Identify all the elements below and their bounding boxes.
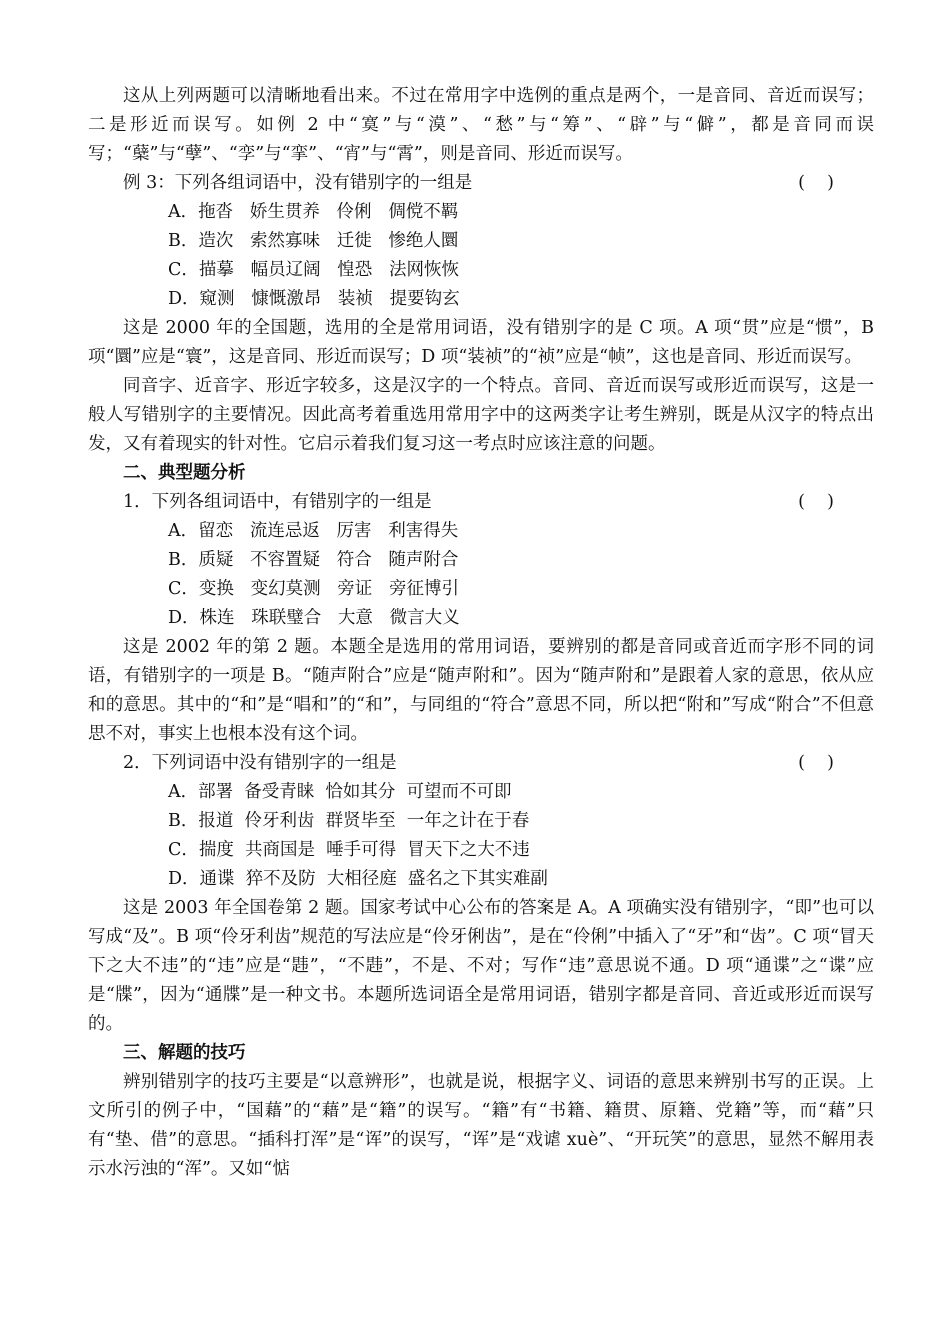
option-a: A．留恋 流连忌返 厉害 利害得失 bbox=[168, 521, 459, 541]
option-c: C．变换 变幻莫测 旁证 旁征博引 bbox=[168, 579, 459, 599]
example-3-stem: 例 3：下列各组词语中，没有错别字的一组是 bbox=[123, 173, 473, 193]
option-a: A．拖沓 娇生贯养 伶俐 倜傥不羁 bbox=[168, 202, 459, 222]
section-heading-techniques: 三、解题的技巧 bbox=[123, 1043, 246, 1063]
paragraph-analysis-2003: 这是 2003 年全国卷第 2 题。国家考试中心公布的答案是 A。A 项确实没有错别字，“即”也可以写成“及”。B 项“伶牙利齿”规范的写法应是“伶牙俐齿”，是在“伶俐”中插入了“牙”和“齿”。C 项“冒天下之大不违”的“违”应是“韪”，“不韪”，不是、不对；写作“违”意思说不通。D 项“通谍”之“谍”应是“牒”，因为“通牒”是一种文书。本题所选词语全是常用词语，错别字都是音同、音近或形近而误写的。 bbox=[88, 898, 874, 1034]
option-d: D．通谍 猝不及防 大相径庭 盛名之下其实难副 bbox=[168, 869, 548, 889]
option-d: D．窥测 慷慨激昂 装祯 提要钩玄 bbox=[168, 289, 460, 309]
option-b: B．造次 索然寡味 迁徙 惨绝人圜 bbox=[168, 231, 459, 251]
answer-bracket: ( ) bbox=[798, 753, 834, 773]
question-1 bbox=[88, 488, 874, 517]
paragraph-techniques: 辨别错别字的技巧主要是“以意辨形”，也就是说，根据字义、词语的意思来辨别书写的正误。上文所引的例子中，“国藉”的“藉”是“籍”的误写。“籍”有“书籍、籍贯、原籍、党籍”等，而“藉”只有“垫、借”的意思。“插科打浑”是“诨”的误写，“诨”是“戏谑 xuè”、“开玩笑”的意思，显然不解用表示水污浊的“浑”。又如“惦 bbox=[88, 1072, 874, 1179]
paragraph-analysis-2002: 这是 2002 年的第 2 题。本题全是选用的常用词语，要辨别的都是音同或音近而字形不同的词语，有错别字的一项是 B。“随声附合”应是“随声附和”。因为“随声附和”是跟着人家的意思，依从应和的意思。其中的“和”是“唱和”的“和”，与同组的“符合”意思不同，所以把“附和”写成“附合”不但意思不对，事实上也根本没有这个词。 bbox=[88, 637, 874, 744]
paragraph-characteristics: 同音字、近音字、形近字较多，这是汉字的一个特点。音同、音近而误写或形近而误写，这是一般人写错别字的主要情况。因此高考着重选用常用字中的这两类字让考生辨别，既是从汉字的特点出发，又有着现实的针对性。它启示着我们复习这一考点时应该注意的问题。 bbox=[88, 376, 874, 454]
question-2 bbox=[88, 749, 874, 778]
example-3-question bbox=[88, 169, 874, 198]
option-d: D．株连 珠联璧合 大意 微言大义 bbox=[168, 608, 460, 628]
paragraph-analysis-2000: 这是 2000 年的全国题，选用的全是常用词语，没有错别字的是 C 项。A 项“贯”应是“惯”，B 项“圜”应是“寰”，这是音同、形近而误写；D 项“装祯”的“祯”应是“帧”，这也是音同、形近而误写。 bbox=[88, 318, 874, 367]
paragraph-intro: 这从上列两题可以清晰地看出来。不过在常用字中选例的重点是两个，一是音同、音近而误写；二是形近而误写。如例 2 中“寞”与“漠”、“愁”与“筹”、“辟”与“僻”，都是音同而误写；“蘖”与“孽”、“孪”与“挛”、“宵”与“霄”，则是音同、形近而误写。 bbox=[88, 86, 874, 164]
option-a: A．部署 备受青睐 恰如其分 可望而不可即 bbox=[168, 782, 512, 802]
option-c: C．描摹 幅员辽阔 惶恐 法网恢恢 bbox=[168, 260, 459, 280]
answer-bracket: ( ) bbox=[798, 492, 834, 512]
answer-bracket: ( ) bbox=[798, 173, 834, 193]
question-1-stem: 1．下列各组词语中，有错别字的一组是 bbox=[123, 492, 432, 512]
document-page bbox=[88, 82, 874, 1184]
option-b: B．质疑 不容置疑 符合 随声附合 bbox=[168, 550, 459, 570]
option-c: C．揣度 共商国是 唾手可得 冒天下之大不违 bbox=[168, 840, 530, 860]
question-2-stem: 2．下列词语中没有错别字的一组是 bbox=[123, 753, 397, 773]
section-heading-typical: 二、典型题分析 bbox=[123, 463, 246, 483]
option-b: B．报道 伶牙利齿 群贤毕至 一年之计在于春 bbox=[168, 811, 530, 831]
